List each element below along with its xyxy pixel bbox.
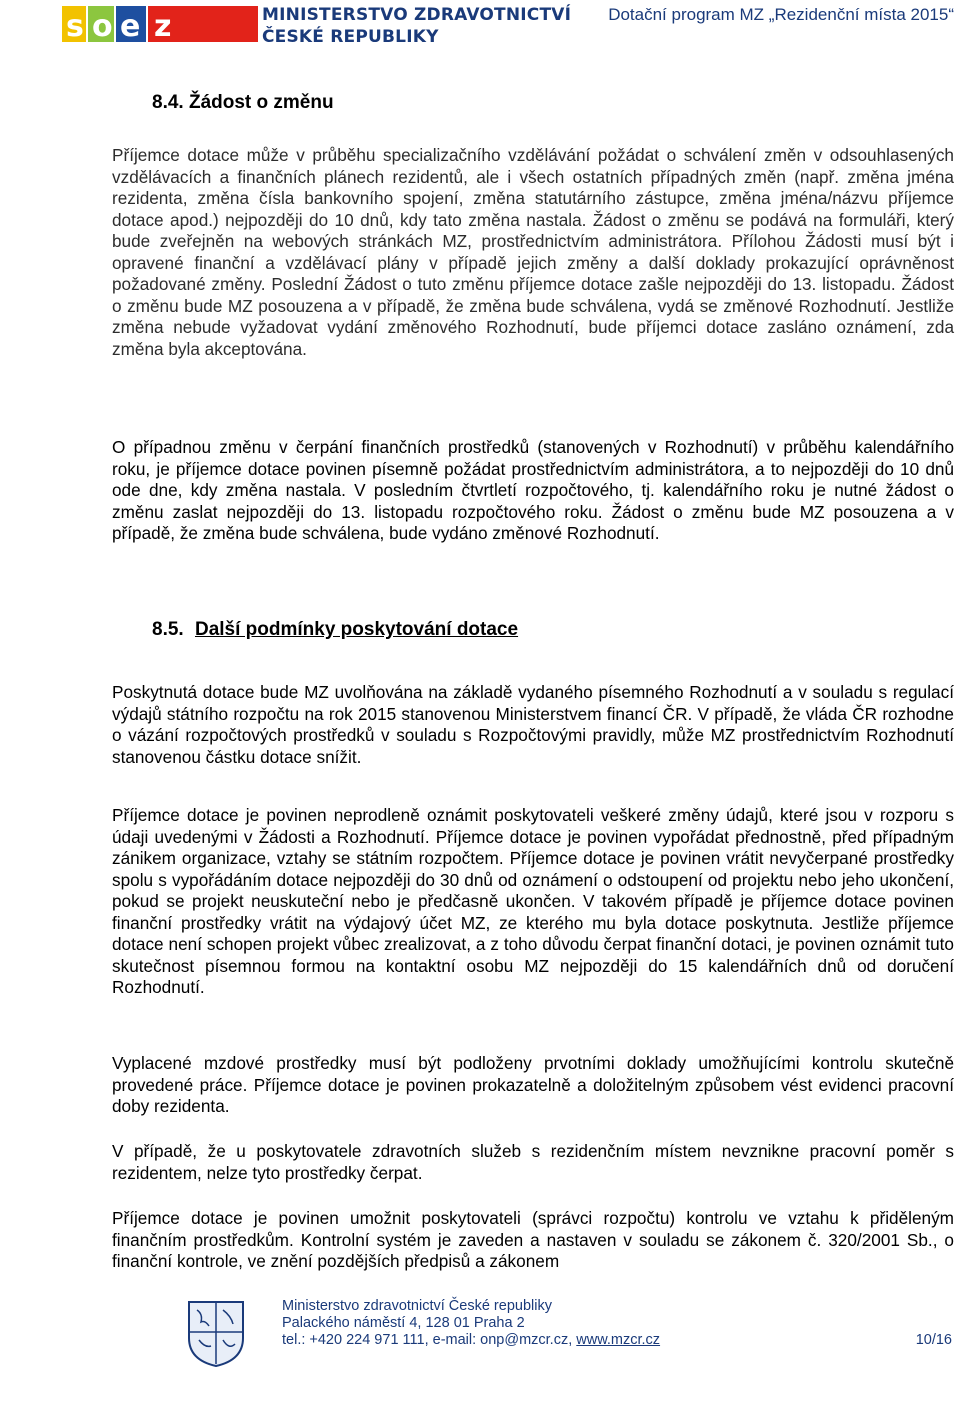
section-8-5-body-1 [112,682,954,768]
footer-contact [282,1332,660,1348]
program-title: Dotační program MZ „Rezidenční místa 2015“ [608,5,954,24]
page-number: 10/16 [915,1332,952,1348]
paragraph: Příjemce dotace je povinen umožnit poskytovateli (správci rozpočtu) kontrolu ve vztahu k přiděleným finančním prostředkům. Kontrolní systém je zaveden a nastaven v souladu se zákonem č. 320/2001 Sb., o finanční kontrole, ve znění pozdějších předpisů a zákonem [112,1208,954,1271]
section-8-4-body [112,145,954,360]
section-8-5 [112,619,954,641]
page-header [0,0,960,50]
paragraph: Vyplacené mzdové prostředky musí být podloženy prvotními doklady umožňujícími kontrolu skutečně provedené práce. Příjemce dotace je povinen prokazatelně a doložitelným způsobem vést evidenci pracovní doby rezidenta. [112,1053,954,1116]
footer-address: Palackého náměstí 4, 128 01 Praha 2 [282,1315,525,1331]
section-title: 8.4. Žádost o změnu [152,92,334,113]
paragraph: Příjemce dotace je povinen neprodleně oznámit poskytovateli veškeré změny údajů, které jsou v rozporu s údaji uvedenými v Žádosti a Rozhodnutí. Příjemce dotace je povinen vypořádat přednostně, před případným zánikem organizace, vztahy se státním rozpočtem. Příjemce dotace je povinen vrátit nevyčerpané prostředky spolu s vypořádáním dotace nejpozději do 30 dnů od oznámení o odstoupení od projektu nebo jeho ukončení, pokud se projekt neuskuteční nebo je předčasně ukončen. V takovém případě je příjemce dotace povinen finanční prostředky vrátit na výdajový účet MZ, ze kterého mu byla dotace poskytnuta. Jestliže příjemce dotace není schopen projekt vůbec zrealizovat, a z toho důvodu čerpat finanční dotaci, je povinen oznámit tuto skutečnost písemnou formou na kontaktní osobu MZ nejpozději do 15 kalendářních dnů od doručení Rozhodnutí. [112,805,954,997]
section-number: 8.5. [152,619,184,640]
svg-text:e: e [120,9,141,44]
paragraph: O případnou změnu v čerpání finančních prostředků (stanovených v Rozhodnutí) v průběhu kalendářního roku, je příjemce dotace povinen písemně požádat prostřednictvím administrátora, a to nejpozději do 10 dnů ode dne, kdy změna nastala. V posledním čtvrtletí rozpočtového, tj. kalendářního roku je nutné žádost o změnu zaslat nejpozději do 13. listopadu rozpočtového roku. Žádost o změnu bude MZ posouzena a v případě, že změna bude schválena, bude vydáno změnové Rozhodnutí. [112,437,954,543]
section-title [152,619,954,641]
page-footer [0,1294,960,1418]
svg-text:o: o [92,9,113,44]
section-8-4-body-2 [112,437,954,545]
ministry-line-1: MINISTERSTVO ZDRAVOTNICTVÍ [262,5,572,25]
ministry-line-2: ČESKÉ REPUBLIKY [262,27,439,47]
footer-ministry: Ministerstvo zdravotnictví České republiky [282,1298,552,1314]
section-8-5-body-4 [112,1141,954,1184]
svg-text:s: s [66,9,84,44]
svg-text:z: z [154,9,172,44]
paragraph: Poskytnutá dotace bude MZ uvolňována na základě vydaného písemného Rozhodnutí a v souladu s regulací výdajů státního rozpočtu na rok 2015 stanovenou Ministerstvem financí ČR. V případě, že vláda ČR rozhodne o vázání rozpočtových prostředků v souladu s Rozpočtovými pravidly, může MZ prostřednictvím Rozhodnutí stanovenou částku dotace snížit. [112,682,954,767]
section-8-4 [112,92,954,114]
section-heading-text: Další podmínky poskytování dotace [194,619,519,640]
ministry-name [262,4,571,48]
website-link[interactable]: www.mzcr.cz [576,1332,661,1348]
ministry-logo-icon [62,2,262,46]
paragraph: V případě, že u poskytovatele zdravotních služeb s rezidenčním místem nevznikne pracovní poměr s rezidentem, nelze tyto prostředky čerpat. [112,1141,954,1183]
section-8-5-body-3 [112,1053,954,1118]
section-8-5-body-2 [112,805,954,999]
state-emblem-icon [185,1298,247,1368]
section-8-5-body-5 [112,1208,954,1273]
paragraph: Příjemce dotace může v průběhu specializačního vzdělávání požádat o schválení změn v odsouhlasených vzdělávacích a finančních plánech rezidentů, ale i všech ostatních případných změn (např. změna jména rezidenta, změna čísla bankovního spojení, změna statutárního zástupce, změna jména/názvu příjemce dotace apod.) nejpozději do 10 dnů, kdy tato změna nastala. Žádost o změnu se podává na formuláři, který bude zveřejněn na webových stránkách MZ, prostřednictvím administrátora. Přílohou Žádosti musí být i opravené finanční a vzdělávací plány v případě jejich změny a další doklady prokazující oprávněnost požadované změny. Poslední Žádost o tuto změnu příjemce dotace zašle nejpozději do 13. listopadu. Žádost o změnu bude MZ posouzena a v případě, že změna bude schválena, vydá se změnové Rozhodnutí. Jestliže změna nebude vyžadovat vydání změnového Rozhodnutí, bude příjemci dotace zasláno oznámení, zda změna byla akceptována. [112,145,954,359]
footer-contact-text: tel.: +420 224 971 111, e-mail: onp@mzcr.cz, [282,1332,577,1348]
